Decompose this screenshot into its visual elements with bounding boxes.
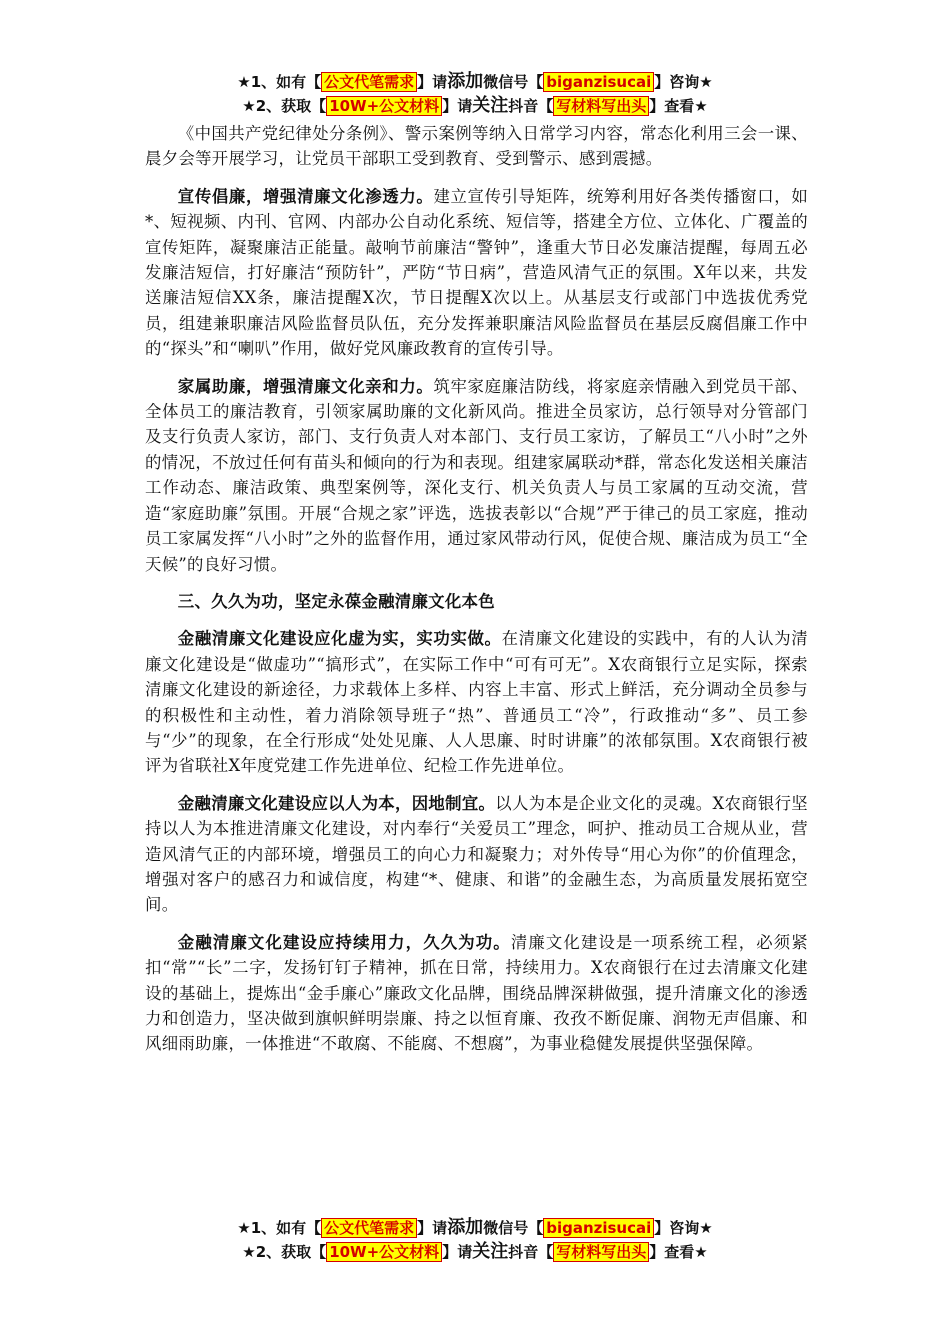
banner-highlight-wechat-id: biganzisucai [543, 1218, 654, 1238]
paragraph-text: 清廉文化建设是一项系统工程，必须紧扣“常”“长”二字，发扬钉钉子精神，抓在日常，持续用力。X农商银行在过去清廉文化建设的基础上，提炼出“金手廉心”廉政文化品牌，围绕品牌深耕做强，提升清廉文化的渗透力和创造力，坚决做到旗帜鲜明崇廉、持之以恒育廉、孜孜不断促廉、润物无声倡廉、和风细雨助廉，一体推进“不敢腐、不能腐、不想腐”，为事业稳健发展提供坚强保障。 [145, 932, 808, 1054]
banner-line-2 [0, 1240, 950, 1264]
paragraph-lead: 金融清廉文化建设应持续用力，久久为功。 [177, 932, 511, 952]
banner-text: 】请 [442, 1243, 473, 1261]
banner-text: 抖音【 [508, 1243, 554, 1261]
banner-text: ★2、获取【 [242, 97, 327, 115]
top-banner [0, 70, 950, 118]
banner-emphasis: 添加 [447, 1217, 484, 1238]
banner-highlight-wechat-id: biganzisucai [543, 72, 654, 92]
banner-highlight-materials: 10W+公文材料 [326, 96, 442, 116]
section-heading: 三、久久为功，坚定永葆金融清廉文化本色 [177, 591, 495, 611]
banner-text: ★1、如有【 [237, 73, 322, 91]
document-body [145, 121, 808, 1069]
banner-line-2 [0, 94, 950, 118]
paragraph-text: 建立宣传引导矩阵，统筹利用好各类传播窗口，如*、短视频、内刊、官网、内部办公自动化系统、短信等，搭建全方位、立体化、广覆盖的宣传矩阵，凝聚廉洁正能量。敲响节前廉洁“警钟”，逢重大节日必发廉洁提醒，每周五必发廉洁短信，打好廉洁“预防针”，严防“节日病”，营造风清气正的氛围。X年以来，共发送廉洁短信XX条，廉洁提醒X次，节日提醒X次以上。从基层支行或部门中选拔优秀党员，组建兼职廉洁风险监督员队伍，充分发挥兼职廉洁风险监督员在基层反腐倡廉工作中的“探头”和“喇叭”作用，做好党风廉政教育的宣传引导。 [145, 186, 809, 359]
banner-text: ★2、获取【 [242, 1243, 327, 1261]
paragraph-text: 筑牢家庭廉洁防线，将家庭亲情融入到党员干部、全体员工的廉洁教育，引领家属助廉的文化新风尚。推进全员家访，总行领导对分管部门及支行负责人家访，部门、支行负责人对本部门、支行员工家访，了解员工“八小时”之外的情况，不放过任何有苗头和倾向的行为和表现。组建家属联动*群，常态化发送相关廉洁工作动态、廉洁政策、典型案例等，深化支行、机关负责人与员工家属的互动交流，营造“家庭助廉”氛围。开展“合规之家”评选，选拔表彰以“合规”严于律己的员工家庭，推动员工家属发挥“八小时”之外的监督作用，通过家风带动行风，促使合规、廉洁成为员工“全天候”的良好习惯。 [145, 376, 809, 574]
paragraph-publicity [145, 184, 808, 362]
banner-text: 】请 [417, 1219, 448, 1237]
paragraph-text: 在清廉文化建设的实践中，有的人认为清廉文化建设是“做虚功”“搞形式”，在实际工作中“可有可无”。X农商银行立足实际，探索清廉文化建设的新途径，力求载体上多样、内容上丰富、形式上鲜活，充分调动全员参与的积极性和主动性，着力消除领导班子“热”、普通员工“冷”，行政推动“多”、员工参与“少”的现象，在全行形成“处处见廉、人人思廉、时时讲廉”的浓郁氛围。X农商银行被评为省联社X年度党建工作先进单位、纪检工作先进单位。 [145, 629, 808, 776]
paragraph-lead: 宣传倡廉，增强清廉文化渗透力。 [177, 186, 434, 206]
banner-highlight-douyin-id: 写材料写出头 [553, 1242, 649, 1262]
paragraph-lead: 金融清廉文化建设应化虚为实，实功实做。 [177, 629, 502, 649]
banner-line-1 [0, 70, 950, 94]
paragraph-practical [145, 626, 808, 778]
banner-emphasis: 关注 [472, 95, 509, 116]
banner-text: 微信号【 [483, 73, 544, 91]
paragraph-lead: 金融清廉文化建设应以人为本，因地制宜。 [177, 793, 496, 813]
paragraph-lead: 家属助廉，增强清廉文化亲和力。 [177, 376, 434, 396]
banner-text: ★1、如有【 [237, 1219, 322, 1237]
intro-paragraph: 《中国共产党纪律处分条例》、警示案例等纳入日常学习内容，常态化利用三会一课、晨夕会等开展学习，让党员干部职工受到教育、受到警示、感到震撼。 [145, 124, 808, 169]
banner-line-1 [0, 1216, 950, 1240]
paragraph-text: 以人为本是企业文化的灵魂。X农商银行坚持以人为本推进清廉文化建设，对内奉行“关爱员工”理念，呵护、推动员工合规从业，营造风清气正的内部环境，增强员工的向心力和凝聚力；对外传导“用心为你”的价值理念，增强对客户的感召力和诚信度，构建“*、健康、和谐”的金融生态，为高质量发展拓宽空间。 [145, 793, 808, 915]
banner-text: 】咨询★ [654, 73, 713, 91]
banner-text: 】请 [442, 97, 473, 115]
paragraph-family [145, 374, 808, 577]
paragraph-people-oriented [145, 791, 808, 918]
banner-text: 】查看★ [649, 97, 708, 115]
banner-text: 】咨询★ [654, 1219, 713, 1237]
banner-highlight-materials: 10W+公文材料 [326, 1242, 442, 1262]
banner-highlight-douyin-id: 写材料写出头 [553, 96, 649, 116]
banner-text: 微信号【 [483, 1219, 544, 1237]
banner-text: 】请 [417, 73, 448, 91]
banner-emphasis: 关注 [472, 1241, 509, 1262]
paragraph-sustained [145, 930, 808, 1057]
bottom-banner [0, 1216, 950, 1264]
banner-highlight-writing-service: 公文代笔需求 [321, 1218, 417, 1238]
banner-text: 】查看★ [649, 1243, 708, 1261]
banner-emphasis: 添加 [447, 71, 484, 92]
banner-text: 抖音【 [508, 97, 554, 115]
banner-highlight-writing-service: 公文代笔需求 [321, 72, 417, 92]
